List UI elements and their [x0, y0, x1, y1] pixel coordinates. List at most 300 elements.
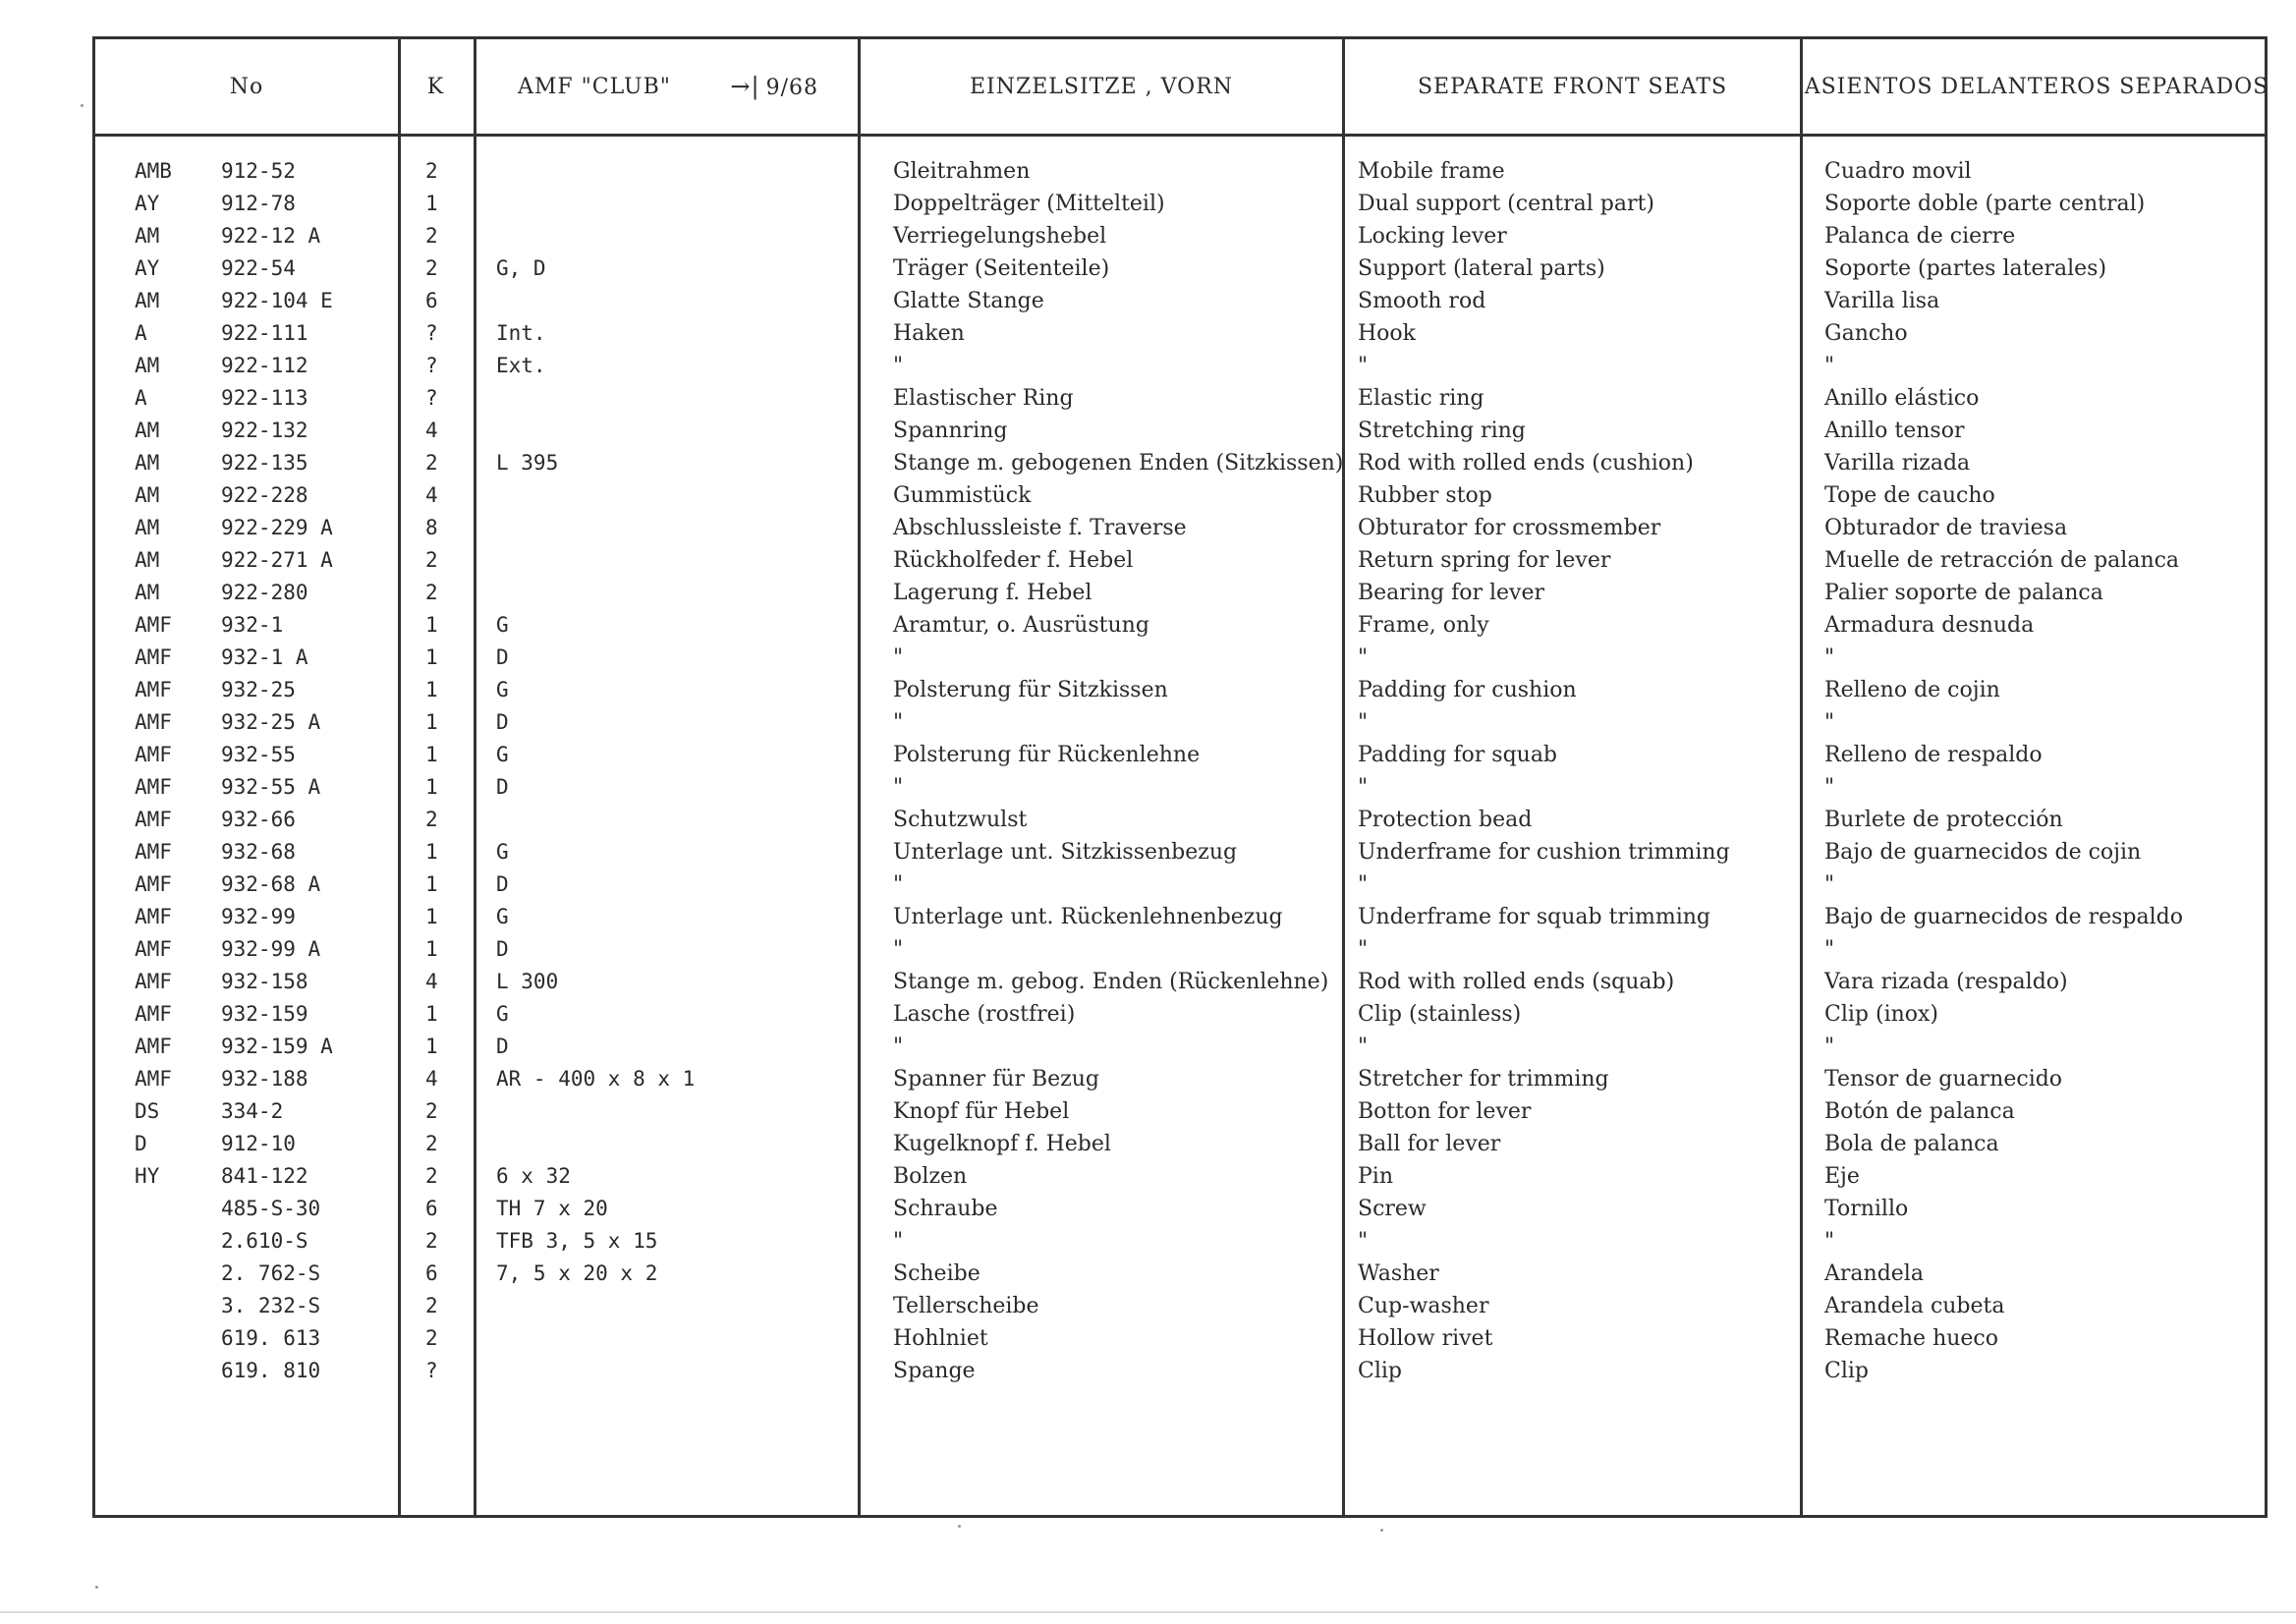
amf-spec: D — [496, 937, 509, 961]
spanish-desc: Anillo elástico — [1824, 386, 1980, 411]
quantity: 2 — [425, 1132, 438, 1155]
header-amf — [476, 39, 858, 134]
spanish-desc: Palanca de cierre — [1824, 224, 2016, 249]
quantity: 4 — [425, 483, 438, 507]
table-row — [95, 1162, 2265, 1195]
spanish-desc: Arandela cubeta — [1824, 1294, 2005, 1318]
quantity: 1 — [425, 1035, 438, 1058]
spanish-desc: " — [1824, 775, 1835, 800]
quantity: ? — [425, 321, 438, 345]
part-prefix: DS — [135, 1099, 160, 1123]
amf-spec: D — [496, 1035, 509, 1058]
parts-table — [92, 36, 2268, 1518]
spanish-desc: Remache hueco — [1824, 1326, 1998, 1351]
amf-spec: G — [496, 905, 509, 928]
part-number: 922-229 A — [221, 516, 333, 539]
quantity: 2 — [425, 224, 438, 248]
header-amf-label: AMF "CLUB" — [518, 74, 671, 99]
table-row — [95, 1000, 2265, 1033]
english-desc: Obturator for crossmember — [1358, 516, 1661, 540]
table-row — [95, 319, 2265, 352]
table-row — [95, 449, 2265, 481]
part-number: 932-99 — [221, 905, 296, 928]
part-number: 932-55 A — [221, 775, 321, 799]
english-desc: " — [1358, 1035, 1369, 1059]
part-number: 922-280 — [221, 581, 308, 604]
part-prefix: AY — [135, 192, 160, 215]
table-row — [95, 1227, 2265, 1260]
part-number: 932-1 — [221, 613, 284, 637]
part-number: 334-2 — [221, 1099, 284, 1123]
part-number: 922-135 — [221, 451, 308, 475]
table-row — [95, 1292, 2265, 1324]
table-row — [95, 1065, 2265, 1097]
table-row — [95, 287, 2265, 319]
table-row — [95, 1357, 2265, 1389]
german-desc: " — [893, 775, 904, 800]
german-desc: Stange m. gebog. Enden (Rückenlehne) — [893, 970, 1329, 994]
quantity: 1 — [425, 840, 438, 864]
amf-spec: TFB 3, 5 x 15 — [496, 1229, 658, 1253]
english-desc: Dual support (central part) — [1358, 192, 1654, 216]
part-prefix: AMF — [135, 645, 172, 669]
spanish-desc: Arandela — [1824, 1261, 1924, 1286]
german-desc: Abschlussleiste f. Traverse — [893, 516, 1187, 540]
english-desc: Cup-washer — [1358, 1294, 1489, 1318]
spanish-desc: Palier soporte de palanca — [1824, 581, 2103, 605]
part-prefix: AMF — [135, 937, 172, 961]
german-desc: Verriegelungshebel — [893, 224, 1107, 249]
part-prefix: AM — [135, 451, 160, 475]
table-row — [95, 708, 2265, 741]
english-desc: Smooth rod — [1358, 289, 1486, 313]
part-prefix: AY — [135, 256, 160, 280]
quantity: 2 — [425, 581, 438, 604]
part-prefix: A — [135, 386, 147, 410]
quantity: 1 — [425, 743, 438, 766]
part-number: 922-271 A — [221, 548, 333, 572]
part-number: 912-78 — [221, 192, 296, 215]
header-divider — [95, 134, 2265, 137]
part-number: 922-12 A — [221, 224, 321, 248]
arrow-to-bar-icon: →| — [730, 73, 760, 100]
table-row — [95, 1324, 2265, 1357]
english-desc: Screw — [1358, 1197, 1427, 1221]
quantity: 2 — [425, 548, 438, 572]
german-desc: " — [893, 937, 904, 962]
part-number: 922-104 E — [221, 289, 333, 312]
amf-spec: TH 7 x 20 — [496, 1197, 608, 1220]
table-row — [95, 222, 2265, 254]
quantity: 1 — [425, 872, 438, 896]
part-prefix: AMF — [135, 613, 172, 637]
spanish-desc: Vara rizada (respaldo) — [1824, 970, 2068, 994]
english-desc: " — [1358, 354, 1369, 378]
german-desc: Hohlniet — [893, 1326, 988, 1351]
part-number: 2. 762-S — [221, 1261, 321, 1285]
german-desc: Scheibe — [893, 1261, 980, 1286]
english-desc: Padding for squab — [1358, 743, 1558, 767]
german-desc: Haken — [893, 321, 965, 346]
table-row — [95, 352, 2265, 384]
header-amf-date: 9/68 — [765, 76, 818, 100]
english-desc: " — [1358, 710, 1369, 735]
spanish-desc: Cuadro movil — [1824, 159, 1972, 184]
table-row — [95, 417, 2265, 449]
english-desc: " — [1358, 1229, 1369, 1254]
spanish-desc: Bajo de guarnecidos de cojin — [1824, 840, 2142, 865]
german-desc: Kugelknopf f. Hebel — [893, 1132, 1111, 1156]
amf-spec: AR - 400 x 8 x 1 — [496, 1067, 696, 1091]
spanish-desc: Eje — [1824, 1164, 1860, 1189]
part-number: 619. 810 — [221, 1359, 321, 1382]
part-prefix: AMF — [135, 775, 172, 799]
part-prefix: AM — [135, 419, 160, 442]
part-prefix: AM — [135, 224, 160, 248]
table-row — [95, 157, 2265, 190]
part-prefix: AMF — [135, 1035, 172, 1058]
quantity: 1 — [425, 905, 438, 928]
english-desc: Clip — [1358, 1359, 1402, 1383]
header-english: SEPARATE FRONT SEATS — [1417, 74, 1728, 99]
german-desc: Schraube — [893, 1197, 998, 1221]
german-desc: Bolzen — [893, 1164, 968, 1189]
spanish-desc: Tope de caucho — [1824, 483, 1995, 508]
english-desc: Bearing for lever — [1358, 581, 1545, 605]
part-number: 841-122 — [221, 1164, 308, 1188]
amf-spec: L 300 — [496, 970, 559, 993]
german-desc: Elastischer Ring — [893, 386, 1074, 411]
header-german: EINZELSITZE , VORN — [969, 74, 1234, 99]
german-desc: " — [893, 1229, 904, 1254]
part-number: 912-52 — [221, 159, 296, 183]
part-prefix: AM — [135, 289, 160, 312]
english-desc: Padding for cushion — [1358, 678, 1577, 702]
part-prefix: HY — [135, 1164, 160, 1188]
scan-speck — [81, 104, 84, 107]
part-number: 922-113 — [221, 386, 308, 410]
spanish-desc: Relleno de respaldo — [1824, 743, 2043, 767]
english-desc: Washer — [1358, 1261, 1439, 1286]
spanish-desc: Relleno de cojin — [1824, 678, 2000, 702]
german-desc: Spannring — [893, 419, 1008, 443]
german-desc: Lagerung f. Hebel — [893, 581, 1092, 605]
table-row — [95, 514, 2265, 546]
table-row — [95, 1130, 2265, 1162]
table-row — [95, 579, 2265, 611]
spanish-desc: " — [1824, 710, 1835, 735]
scan-speck — [958, 1525, 961, 1528]
quantity: 1 — [425, 937, 438, 961]
quantity: 2 — [425, 159, 438, 183]
amf-spec: G — [496, 1002, 509, 1026]
table-body — [95, 157, 2265, 1389]
spanish-desc: Varilla rizada — [1824, 451, 1971, 476]
amf-spec: G — [496, 613, 509, 637]
english-desc: Rubber stop — [1358, 483, 1492, 508]
german-desc: " — [893, 1035, 904, 1059]
german-desc: Unterlage unt. Sitzkissenbezug — [893, 840, 1238, 865]
quantity: 1 — [425, 775, 438, 799]
english-desc: Hollow rivet — [1358, 1326, 1493, 1351]
quantity: 8 — [425, 516, 438, 539]
english-desc: " — [1358, 645, 1369, 670]
english-desc: Botton for lever — [1358, 1099, 1532, 1124]
english-desc: Stretching ring — [1358, 419, 1526, 443]
table-row — [95, 611, 2265, 644]
german-desc: Tellerscheibe — [893, 1294, 1039, 1318]
amf-spec: Ext. — [496, 354, 546, 377]
table-row — [95, 546, 2265, 579]
table-row — [95, 1097, 2265, 1130]
table-row — [95, 1033, 2265, 1065]
german-desc: Spanner für Bezug — [893, 1067, 1099, 1092]
part-prefix: AMF — [135, 905, 172, 928]
scan-speck — [1380, 1529, 1383, 1532]
quantity: 1 — [425, 710, 438, 734]
part-number: 932-188 — [221, 1067, 308, 1091]
quantity: 2 — [425, 451, 438, 475]
amf-spec: 7, 5 x 20 x 2 — [496, 1261, 658, 1285]
part-number: 932-159 A — [221, 1035, 333, 1058]
amf-spec: D — [496, 710, 509, 734]
spanish-desc: Clip (inox) — [1824, 1002, 1939, 1027]
spanish-desc: Soporte doble (parte central) — [1824, 192, 2146, 216]
english-desc: Rod with rolled ends (cushion) — [1358, 451, 1694, 476]
table-row — [95, 935, 2265, 968]
english-desc: Support (lateral parts) — [1358, 256, 1605, 281]
part-prefix: AMF — [135, 808, 172, 831]
table-row — [95, 806, 2265, 838]
part-prefix: AM — [135, 548, 160, 572]
english-desc: Return spring for lever — [1358, 548, 1611, 573]
part-prefix: AMF — [135, 1002, 172, 1026]
quantity: 2 — [425, 1294, 438, 1317]
german-desc: Gleitrahmen — [893, 159, 1031, 184]
part-prefix: A — [135, 321, 147, 345]
german-desc: Polsterung für Sitzkissen — [893, 678, 1168, 702]
part-number: 932-25 A — [221, 710, 321, 734]
part-prefix: D — [135, 1132, 147, 1155]
english-desc: Frame, only — [1358, 613, 1489, 638]
amf-spec: D — [496, 775, 509, 799]
table-row — [95, 644, 2265, 676]
spanish-desc: Tornillo — [1824, 1197, 1909, 1221]
part-prefix: AMF — [135, 872, 172, 896]
table-row — [95, 190, 2265, 222]
english-desc: Rod with rolled ends (squab) — [1358, 970, 1675, 994]
part-number: 932-158 — [221, 970, 308, 993]
spanish-desc: Gancho — [1824, 321, 1908, 346]
quantity: 1 — [425, 645, 438, 669]
header-amf-date-group — [700, 73, 818, 100]
german-desc: Stange m. gebogenen Enden (Sitzkissen) — [893, 451, 1344, 476]
amf-spec: L 395 — [496, 451, 559, 475]
quantity: 2 — [425, 1326, 438, 1350]
spanish-desc: Botón de palanca — [1824, 1099, 2015, 1124]
quantity: 4 — [425, 419, 438, 442]
english-desc: Stretcher for trimming — [1358, 1067, 1609, 1092]
spanish-desc: Muelle de retracción de palanca — [1824, 548, 2180, 573]
part-number: 485-S-30 — [221, 1197, 321, 1220]
english-desc: " — [1358, 872, 1369, 897]
spanish-desc: Obturador de traviesa — [1824, 516, 2068, 540]
table-row — [95, 1195, 2265, 1227]
header-k: K — [426, 74, 445, 99]
german-desc: Glatte Stange — [893, 289, 1044, 313]
quantity: 1 — [425, 1002, 438, 1026]
german-desc: " — [893, 872, 904, 897]
quantity: 2 — [425, 1099, 438, 1123]
german-desc: " — [893, 645, 904, 670]
part-number: 932-159 — [221, 1002, 308, 1026]
table-row — [95, 741, 2265, 773]
part-number: 932-66 — [221, 808, 296, 831]
amf-spec: D — [496, 872, 509, 896]
scan-speck — [95, 1586, 98, 1589]
english-desc: Protection bead — [1358, 808, 1533, 832]
german-desc: Doppelträger (Mittelteil) — [893, 192, 1165, 216]
amf-spec: D — [496, 645, 509, 669]
header-no: No — [229, 74, 264, 99]
german-desc: " — [893, 354, 904, 378]
part-number: 932-25 — [221, 678, 296, 701]
german-desc: " — [893, 710, 904, 735]
quantity: 2 — [425, 256, 438, 280]
spanish-desc: Tensor de guarnecido — [1824, 1067, 2063, 1092]
english-desc: Mobile frame — [1358, 159, 1505, 184]
english-desc: " — [1358, 937, 1369, 962]
table-row — [95, 384, 2265, 417]
spanish-desc: " — [1824, 354, 1835, 378]
table-row — [95, 1260, 2265, 1292]
part-number: 922-228 — [221, 483, 308, 507]
part-prefix: AMF — [135, 743, 172, 766]
part-number: 922-112 — [221, 354, 308, 377]
amf-spec: G, D — [496, 256, 546, 280]
spanish-desc: Clip — [1824, 1359, 1869, 1383]
quantity: 2 — [425, 1164, 438, 1188]
german-desc: Spange — [893, 1359, 976, 1383]
quantity: ? — [425, 354, 438, 377]
part-number: 932-68 — [221, 840, 296, 864]
german-desc: Lasche (rostfrei) — [893, 1002, 1076, 1027]
part-prefix: AMF — [135, 1067, 172, 1091]
part-number: 932-68 A — [221, 872, 321, 896]
english-desc: " — [1358, 775, 1369, 800]
german-desc: Träger (Seitenteile) — [893, 256, 1110, 281]
spanish-desc: " — [1824, 1229, 1835, 1254]
part-prefix: AMB — [135, 159, 172, 183]
german-desc: Gummistück — [893, 483, 1032, 508]
spanish-desc: " — [1824, 1035, 1835, 1059]
quantity: 4 — [425, 1067, 438, 1091]
spanish-desc: Anillo tensor — [1824, 419, 1965, 443]
page-edge-rule — [0, 1611, 2296, 1613]
part-number: 2.610-S — [221, 1229, 308, 1253]
english-desc: Pin — [1358, 1164, 1394, 1189]
quantity: ? — [425, 386, 438, 410]
amf-spec: G — [496, 678, 509, 701]
quantity: 1 — [425, 192, 438, 215]
quantity: 4 — [425, 970, 438, 993]
part-number: 922-132 — [221, 419, 308, 442]
part-number: 932-99 A — [221, 937, 321, 961]
english-desc: Ball for lever — [1358, 1132, 1501, 1156]
amf-spec: 6 x 32 — [496, 1164, 571, 1188]
part-number: 932-55 — [221, 743, 296, 766]
spanish-desc: " — [1824, 937, 1835, 962]
table-row — [95, 676, 2265, 708]
amf-spec: Int. — [496, 321, 546, 345]
quantity: 1 — [425, 613, 438, 637]
spanish-desc: Bola de palanca — [1824, 1132, 1999, 1156]
quantity: 2 — [425, 1229, 438, 1253]
part-number: 3. 232-S — [221, 1294, 321, 1317]
english-desc: Elastic ring — [1358, 386, 1484, 411]
german-desc: Rückholfeder f. Hebel — [893, 548, 1134, 573]
spanish-desc: Bajo de guarnecidos de respaldo — [1824, 905, 2183, 929]
german-desc: Schutzwulst — [893, 808, 1028, 832]
english-desc: Hook — [1358, 321, 1417, 346]
english-desc: Underframe for squab trimming — [1358, 905, 1711, 929]
english-desc: Clip (stainless) — [1358, 1002, 1522, 1027]
table-row — [95, 968, 2265, 1000]
spanish-desc: " — [1824, 872, 1835, 897]
german-desc: Knopf für Hebel — [893, 1099, 1070, 1124]
quantity: 6 — [425, 1261, 438, 1285]
table-row — [95, 838, 2265, 870]
spanish-desc: Soporte (partes laterales) — [1824, 256, 2107, 281]
amf-spec: G — [496, 743, 509, 766]
english-desc: Locking lever — [1358, 224, 1507, 249]
german-desc: Polsterung für Rückenlehne — [893, 743, 1201, 767]
part-prefix: AMF — [135, 710, 172, 734]
table-row — [95, 903, 2265, 935]
amf-spec: G — [496, 840, 509, 864]
part-number: 922-111 — [221, 321, 308, 345]
spanish-desc: " — [1824, 645, 1835, 670]
spanish-desc: Burlete de protección — [1824, 808, 2063, 832]
part-number: 922-54 — [221, 256, 296, 280]
quantity: 6 — [425, 289, 438, 312]
quantity: 2 — [425, 808, 438, 831]
part-prefix: AM — [135, 354, 160, 377]
spanish-desc: Varilla lisa — [1824, 289, 1940, 313]
quantity: ? — [425, 1359, 438, 1382]
german-desc: Unterlage unt. Rückenlehnenbezug — [893, 905, 1283, 929]
part-number: 619. 613 — [221, 1326, 321, 1350]
part-prefix: AM — [135, 581, 160, 604]
part-prefix: AM — [135, 483, 160, 507]
quantity: 1 — [425, 678, 438, 701]
english-desc: Underframe for cushion trimming — [1358, 840, 1730, 865]
table-row — [95, 870, 2265, 903]
part-prefix: AMF — [135, 970, 172, 993]
quantity: 6 — [425, 1197, 438, 1220]
german-desc: Aramtur, o. Ausrüstung — [893, 613, 1149, 638]
part-prefix: AM — [135, 516, 160, 539]
part-number: 912-10 — [221, 1132, 296, 1155]
part-prefix: AMF — [135, 840, 172, 864]
table-row — [95, 773, 2265, 806]
table-row — [95, 481, 2265, 514]
table-row — [95, 254, 2265, 287]
header-spanish: ASIENTOS DELANTEROS SEPARADOS — [1804, 74, 2269, 99]
part-prefix: AMF — [135, 678, 172, 701]
part-number: 932-1 A — [221, 645, 308, 669]
spanish-desc: Armadura desnuda — [1824, 613, 2035, 638]
